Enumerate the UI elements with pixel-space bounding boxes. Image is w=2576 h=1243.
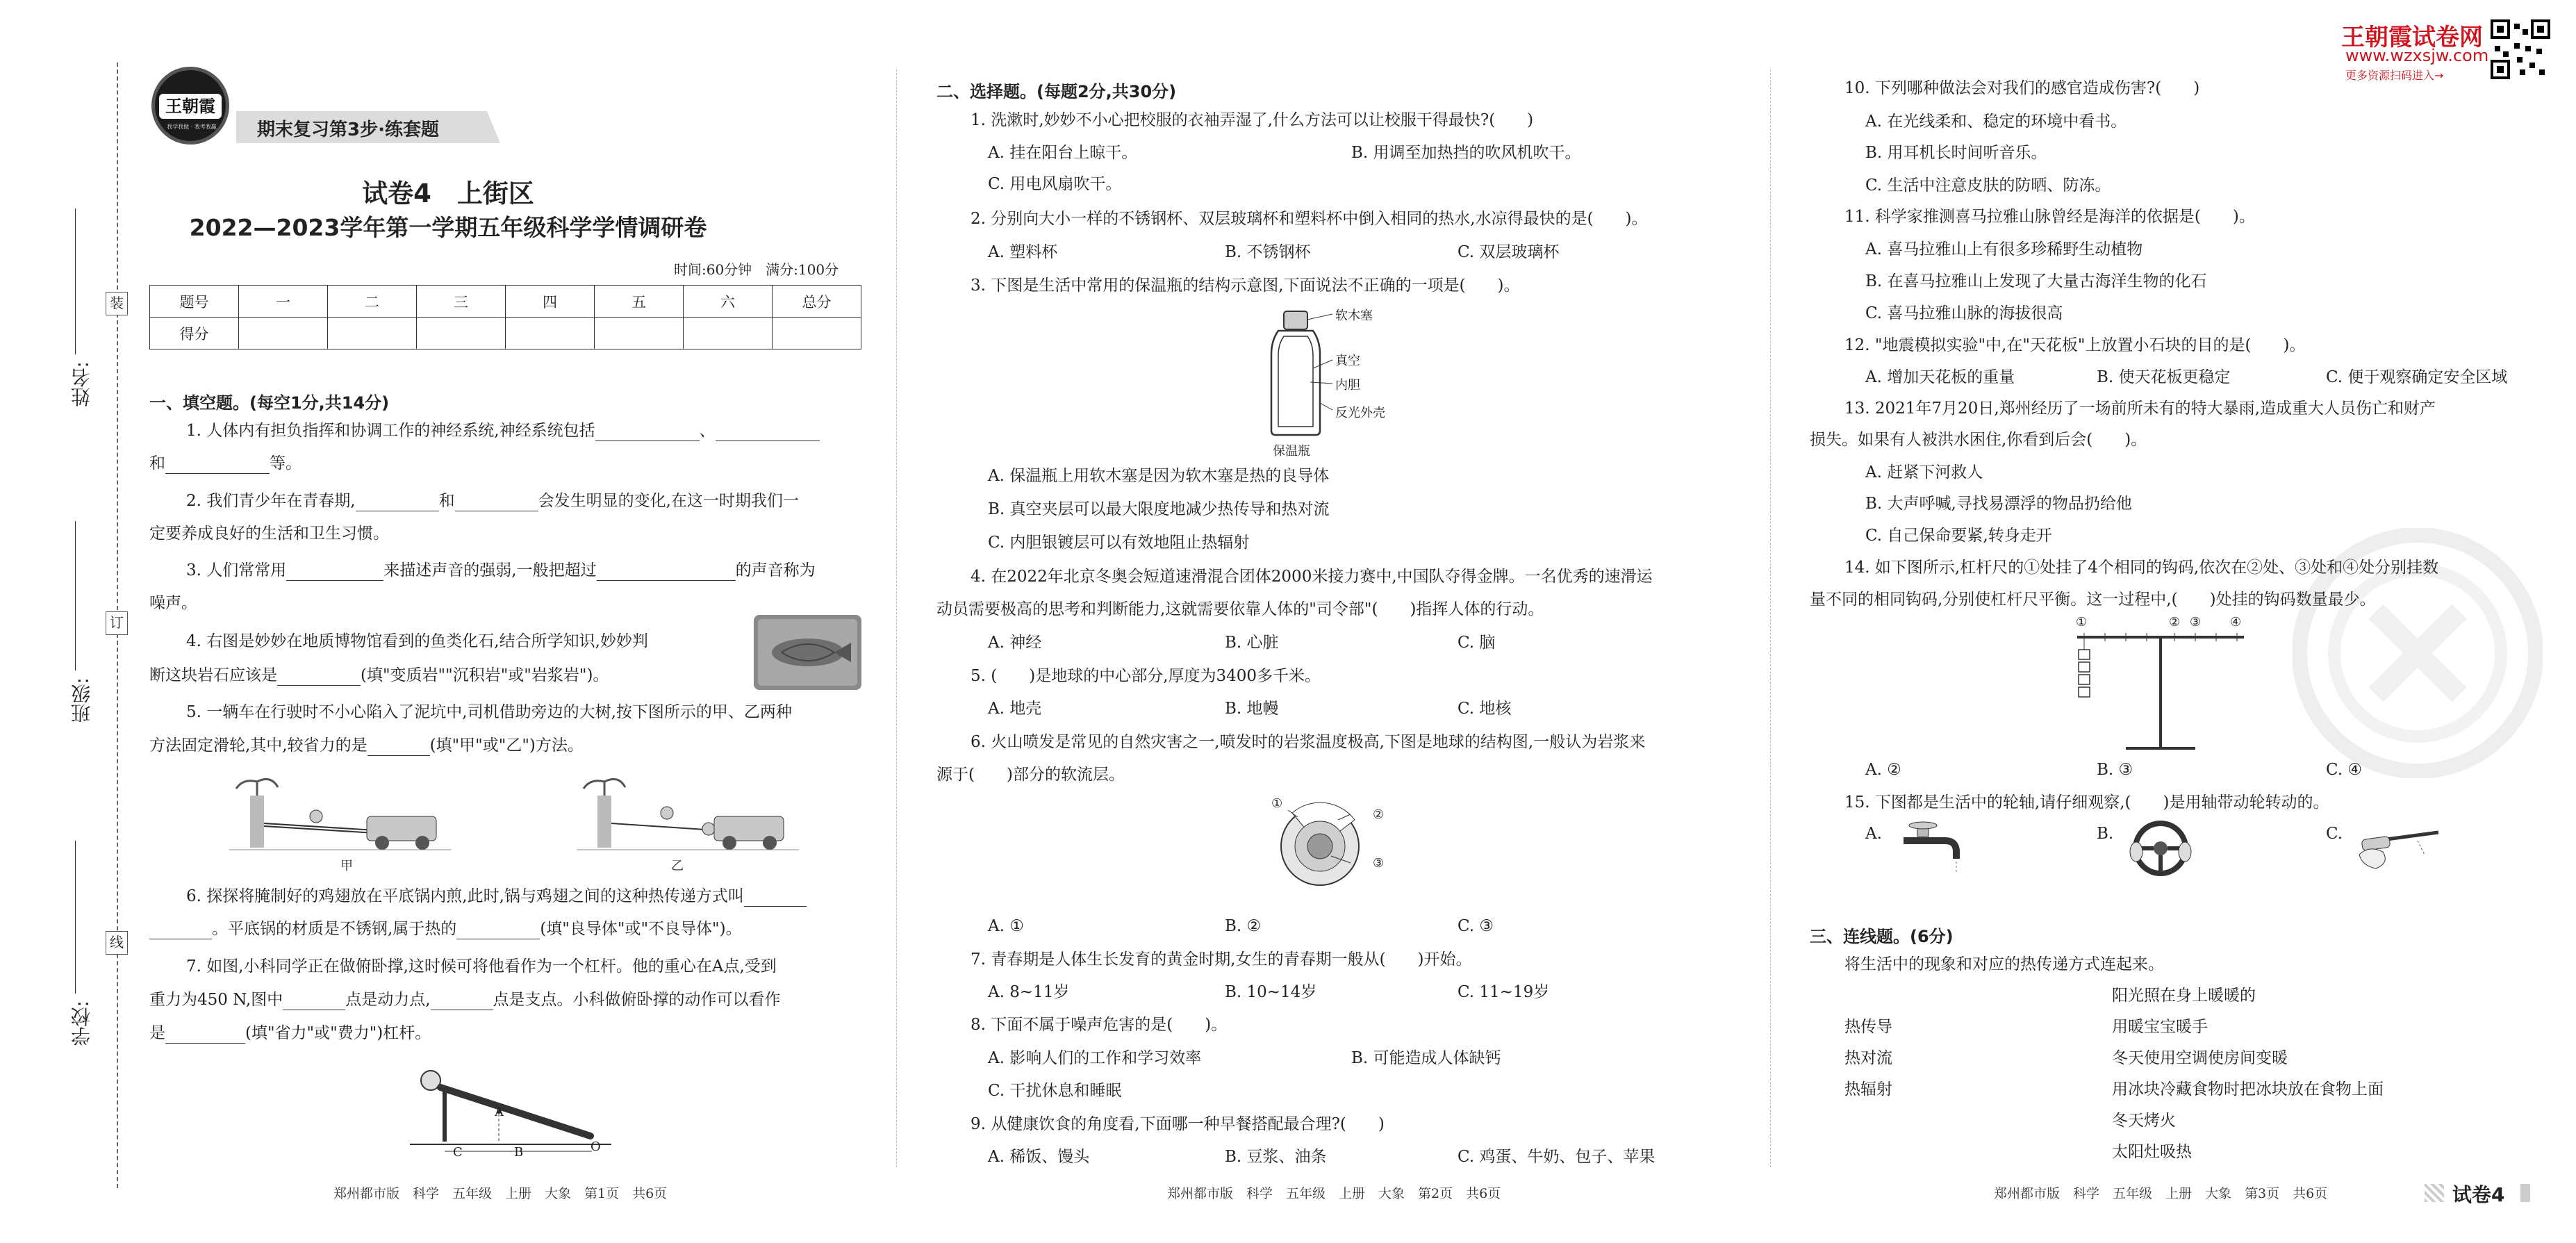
pushup-label-c: C xyxy=(453,1145,463,1160)
thermos-label-cork: 软木塞 xyxy=(1335,308,1373,323)
answer-blank[interactable] xyxy=(368,739,430,756)
option[interactable]: C. 11~19岁 xyxy=(1458,983,1550,1001)
option[interactable]: A. xyxy=(1865,825,1882,843)
table-cell: 题号 xyxy=(150,286,239,318)
score-cell[interactable] xyxy=(239,318,328,349)
lever-figure xyxy=(2070,622,2251,754)
paper-subtitle: 2022—2023学年第一学期五年级科学学情调研卷 xyxy=(189,214,707,241)
table-cell: 六 xyxy=(684,286,773,318)
option[interactable]: A. 塑料杯 xyxy=(988,243,1058,261)
question: 1. 人体内有担负指挥和协调工作的神经系统,神经系统包括 、 xyxy=(186,420,820,441)
question: 。平底锅的材质是不锈钢,属于热的 (填"良导体"或"不良导体")。 xyxy=(149,919,742,939)
answer-blank[interactable] xyxy=(597,564,736,581)
score-cell[interactable] xyxy=(595,318,684,349)
option[interactable]: B. 用耳机长时间听音乐。 xyxy=(1865,144,2047,162)
question: 定要养成良好的生活和卫生习惯。 xyxy=(149,525,389,543)
logo-text: 王朝霞 xyxy=(159,94,222,119)
table-cell: 五 xyxy=(595,286,684,318)
score-cell[interactable] xyxy=(506,318,595,349)
thermos-figure xyxy=(1264,306,1334,438)
score-cell[interactable] xyxy=(417,318,506,349)
option[interactable]: C. ④ xyxy=(2326,761,2363,779)
question: 4. 在2022年北京冬奥会短道速滑混合团体2000米接力赛中,中国队夺得金牌。一名优秀的速滑运 xyxy=(971,568,1653,586)
pulley-figure-jia xyxy=(229,775,452,855)
page-footer: 郑州都市版 科学 五年级 上册 大象 第2页 共6页 xyxy=(1167,1186,1501,1201)
option[interactable]: A. 稀饭、馒头 xyxy=(988,1148,1090,1166)
question: 源于( )部分的软流层。 xyxy=(936,766,1125,784)
table-cell: 一 xyxy=(239,286,328,318)
earth-label-2: ② xyxy=(1373,807,1385,822)
question: 14. 如下图所示,杠杆尺的①处挂了4个相同的钩码,依次在②处、③处和④处分别挂数 xyxy=(1844,559,2439,577)
answer-blank[interactable] xyxy=(716,425,820,441)
page-footer: 郑州都市版 科学 五年级 上册 大象 第3页 共6页 xyxy=(1994,1186,2328,1201)
figure-label-yi: 乙 xyxy=(671,859,684,873)
question: 方法固定滑轮,其中,较省力的是 (填"甲"或"乙")方法。 xyxy=(149,736,584,755)
option[interactable]: C. 鸡蛋、牛奶、包子、苹果 xyxy=(1458,1148,1656,1166)
logo-subtext: 我学我做 · 我考我赢 xyxy=(167,124,217,130)
footer-decoration xyxy=(2520,1184,2530,1202)
answer-blank[interactable] xyxy=(455,495,538,511)
question: 是 (填"省力"或"费力")杠杆。 xyxy=(149,1024,431,1042)
option[interactable]: C. 生活中注意皮肤的防晒、防冻。 xyxy=(1865,176,2111,195)
question: 2. 我们青少年在青春期, 和 会发生明显的变化,在这一时期我们一 xyxy=(186,492,799,510)
question: 重力为450 N,图中 点是动力点, 点是支点。小科做俯卧撑的动作可以看作 xyxy=(149,991,781,1009)
option[interactable]: A. ② xyxy=(1865,761,1901,779)
thermos-label-liner: 内胆 xyxy=(1335,378,1360,393)
option[interactable]: C. 干扰休息和睡眠 xyxy=(988,1082,1122,1100)
page-divider xyxy=(1770,69,1771,1167)
instruction: 将生活中的现象和对应的热传递方式连起来。 xyxy=(1844,955,2164,973)
class-field-line[interactable] xyxy=(75,521,76,670)
figure-label-jia: 甲 xyxy=(340,859,353,873)
lever-label-1: ① xyxy=(2076,615,2088,629)
option[interactable]: C. 内胆银镀层可以有效地阻止热辐射 xyxy=(988,534,1250,552)
score-cell[interactable] xyxy=(773,318,861,349)
option[interactable]: A. 保温瓶上用软木塞是因为软木塞是热的良导体 xyxy=(988,467,1330,485)
option[interactable]: B. 真空夹层可以最大限度地减少热传导和热对流 xyxy=(988,500,1330,518)
option[interactable]: A. 喜马拉雅山上有很多珍稀野生动植物 xyxy=(1865,240,2143,258)
match-left-item[interactable]: 热对流 xyxy=(1844,1049,1892,1067)
earth-structure-figure xyxy=(1278,799,1369,889)
page-footer: 郑州都市版 科学 五年级 上册 大象 第1页 共6页 xyxy=(333,1186,668,1201)
option[interactable]: B. 大声呼喊,寻找易漂浮的物品扔给他 xyxy=(1865,495,2132,513)
match-left-item[interactable]: 热传导 xyxy=(1844,1018,1892,1036)
table-cell: 得分 xyxy=(150,318,239,349)
question: 1. 洗漱时,妙妙不小心把校服的衣袖弄湿了,什么方法可以让校服干得最快?( ) xyxy=(971,111,1534,129)
answer-blank[interactable] xyxy=(149,923,212,939)
question: 噪声。 xyxy=(149,594,197,612)
option[interactable]: B. 不锈钢杯 xyxy=(1225,243,1311,261)
option[interactable]: A. 8~11岁 xyxy=(988,983,1070,1001)
question: 7. 如图,小科同学正在做俯卧撑,这时候可将他看作为一个杠杆。他的重心在A点,受到 xyxy=(186,957,777,976)
section-title: 二、选择题。(每题2分,共30分) xyxy=(936,82,1177,101)
option[interactable]: C. 双层玻璃杯 xyxy=(1458,243,1560,261)
question: 10. 下列哪种做法会对我们的感官造成伤害?( ) xyxy=(1844,79,2200,97)
question: 3. 人们常常用 来描述声音的强弱,一般把超过 的声音称为 xyxy=(186,561,816,579)
option[interactable]: B. 10~14岁 xyxy=(1225,983,1317,1001)
table-cell: 三 xyxy=(417,286,506,318)
steering-wheel-image xyxy=(2122,817,2199,880)
section-title: 一、填空题。(每空1分,共14分) xyxy=(149,393,390,413)
option[interactable]: B. ③ xyxy=(2097,761,2133,779)
binding-mark: 订 xyxy=(106,611,128,635)
earth-label-3: ③ xyxy=(1373,856,1385,871)
option[interactable]: B. 用调至加热挡的吹风机吹干。 xyxy=(1351,144,1581,162)
time-score: 时间:60分钟 满分:100分 xyxy=(674,261,839,278)
option[interactable]: C. 喜马拉雅山脉的海拔很高 xyxy=(1865,304,2063,322)
faucet-image xyxy=(1890,820,1966,875)
answer-blank[interactable] xyxy=(595,425,700,441)
option[interactable]: B. 可能造成人体缺钙 xyxy=(1351,1049,1501,1067)
answer-blank[interactable] xyxy=(165,1027,245,1044)
option[interactable]: A. 在光线柔和、稳定的环境中看书。 xyxy=(1865,113,2127,131)
lever-label-4: ④ xyxy=(2230,615,2242,629)
screwdriver-image xyxy=(2355,820,2445,875)
answer-blank[interactable] xyxy=(431,994,493,1010)
question: 7. 青春期是人体生长发育的黄金时期,女生的青春期一般从( )开始。 xyxy=(971,950,1472,969)
question: 11. 科学家推测喜马拉雅山脉曾经是海洋的依据是( )。 xyxy=(1844,208,2255,226)
footer-decoration xyxy=(2425,1184,2444,1202)
score-cell[interactable] xyxy=(684,318,773,349)
answer-blank[interactable] xyxy=(456,923,540,939)
option[interactable]: B. 心脏 xyxy=(1225,634,1279,652)
option[interactable]: C. 便于观察确定安全区域 xyxy=(2326,368,2508,386)
binding-mark: 装 xyxy=(106,292,128,315)
brand-url: www.wzxsjw.com xyxy=(2345,46,2489,65)
answer-blank[interactable] xyxy=(286,564,383,581)
table-cell: 二 xyxy=(328,286,417,318)
match-right-item[interactable]: 阳光照在身上暖暖的 xyxy=(2112,987,2256,1005)
match-right-item[interactable]: 用暖宝宝暖手 xyxy=(2112,1018,2208,1036)
question: 6. 探探将腌制好的鸡翅放在平底锅内煎,此时,锅与鸡翅之间的这种热传递方式叫 xyxy=(186,886,807,907)
section-title: 三、连线题。(6分) xyxy=(1810,927,1954,946)
paper-title: 试卷4 上街区 xyxy=(362,179,534,208)
thermos-caption: 保温瓶 xyxy=(1273,444,1310,459)
question: 5. 一辆车在行驶时不小心陷入了泥坑中,司机借助旁边的大树,按下图所示的甲、乙两种 xyxy=(186,703,792,721)
lever-label-2: ② xyxy=(2169,615,2181,629)
question: 8. 下面不属于噪声危害的是( )。 xyxy=(971,1016,1228,1034)
answer-blank[interactable] xyxy=(744,890,807,907)
class-field-label: 班级: xyxy=(70,677,93,723)
question: 动员需要极高的思考和判断能力,这就需要依靠人体的"司令部"( )指挥人体的行动。 xyxy=(936,600,1544,618)
score-table-row xyxy=(150,318,861,349)
pushup-figure xyxy=(410,1060,611,1164)
thermos-label-shell: 反光外壳 xyxy=(1335,406,1385,420)
school-field-line[interactable] xyxy=(75,841,76,994)
option[interactable]: A. 地壳 xyxy=(988,700,1042,718)
pulley-figure-yi xyxy=(577,775,799,855)
fish-fossil-image xyxy=(754,615,861,690)
question: 和 等。 xyxy=(149,454,302,472)
table-cell: 四 xyxy=(506,286,595,318)
question: 3. 下图是生活中常用的保温瓶的结构示意图,下面说法不正确的一项是( )。 xyxy=(971,277,1520,295)
option[interactable]: C. 用电风扇吹干。 xyxy=(988,175,1122,193)
answer-blank[interactable] xyxy=(277,669,361,686)
option[interactable]: C. ③ xyxy=(1458,917,1494,935)
question: 4. 右图是妙妙在地质博物馆看到的鱼类化石,结合所学知识,妙妙判 xyxy=(186,632,648,650)
match-right-item[interactable]: 用冰块冷藏食物时把冰块放在食物上面 xyxy=(2112,1080,2384,1098)
qr-code-icon[interactable] xyxy=(2491,19,2550,79)
question: 13. 2021年7月20日,郑州经历了一场前所未有的特大暴雨,造成重大人员伤亡和财产 xyxy=(1844,400,2436,418)
name-field-label: 姓名: xyxy=(70,361,93,407)
question: 15. 下图都是生活中的轮轴,请仔细观察,( )是用轴带动轮转动的。 xyxy=(1844,793,2329,812)
thermos-label-vacuum: 真空 xyxy=(1335,354,1360,368)
question: 5. ( )是地球的中心部分,厚度为3400多千米。 xyxy=(971,667,1321,685)
school-field-label: 学校: xyxy=(70,1001,93,1046)
option[interactable]: A. 增加天花板的重量 xyxy=(1865,368,2015,386)
question: 断这块岩石应该是 (填"变质岩""沉积岩"或"岩浆岩")。 xyxy=(149,666,609,684)
option[interactable]: A. 影响人们的工作和学习效率 xyxy=(988,1049,1202,1067)
score-table xyxy=(149,285,861,349)
option[interactable]: B. 地幔 xyxy=(1225,700,1279,718)
pushup-label-b: B xyxy=(514,1145,524,1160)
pushup-label-a: A xyxy=(495,1105,504,1119)
option[interactable]: C. 脑 xyxy=(1458,634,1496,652)
pushup-label-o: O xyxy=(591,1139,601,1154)
answer-blank[interactable] xyxy=(165,457,270,474)
page-divider xyxy=(896,69,897,1167)
question: 损失。如果有人被洪水困住,你看到后会( )。 xyxy=(1810,431,2147,449)
brand-name: 王朝霞试卷网 xyxy=(2341,24,2483,51)
paper-tag: 试卷4 xyxy=(2452,1183,2505,1206)
option[interactable]: B. 在喜马拉雅山上发现了大量古海洋生物的化石 xyxy=(1865,272,2207,290)
brand-note: 更多资源扫码进入→ xyxy=(2345,69,2444,82)
match-left-item[interactable]: 热辐射 xyxy=(1844,1080,1892,1098)
match-right-item[interactable]: 冬天使用空调使房间变暖 xyxy=(2112,1049,2288,1067)
question: 6. 火山喷发是常见的自然灾害之一,喷发时的岩浆温度极高,下图是地球的结构图,一般认为岩浆来 xyxy=(971,733,1646,751)
option[interactable]: A. ① xyxy=(988,917,1024,935)
answer-blank[interactable] xyxy=(356,495,439,511)
option[interactable]: B. xyxy=(2097,825,2114,843)
match-right-item[interactable]: 冬天烤火 xyxy=(2112,1112,2176,1130)
earth-label-1: ① xyxy=(1271,796,1283,811)
option[interactable]: A. 神经 xyxy=(988,634,1042,652)
step-badge-text: 期末复习第3步·练套题 xyxy=(257,120,439,140)
answer-blank[interactable] xyxy=(283,994,345,1010)
option[interactable]: C. xyxy=(2326,825,2343,843)
option[interactable]: C. 自己保命要紧,转身走开 xyxy=(1865,527,2052,545)
option[interactable]: A. 赶紧下河救人 xyxy=(1865,463,1983,481)
match-right-item[interactable]: 太阳灶吸热 xyxy=(2112,1143,2192,1161)
question: 2. 分别向大小一样的不锈钢杯、双层玻璃杯和塑料杯中倒入相同的热水,水凉得最快的是( )。 xyxy=(971,210,1648,228)
score-cell[interactable] xyxy=(328,318,417,349)
score-table-header xyxy=(150,286,861,318)
binding-mark: 线 xyxy=(106,931,128,955)
question: 9. 从健康饮食的角度看,下面哪一种早餐搭配最合理?( ) xyxy=(971,1115,1385,1133)
option[interactable]: B. 豆浆、油条 xyxy=(1225,1148,1327,1166)
option[interactable]: A. 挂在阳台上晾干。 xyxy=(988,144,1138,162)
option[interactable]: C. 地核 xyxy=(1458,700,1512,718)
question: 12. "地震模拟实验"中,在"天花板"上放置小石块的目的是( )。 xyxy=(1844,336,2306,354)
lever-label-3: ③ xyxy=(2190,615,2202,629)
option[interactable]: B. 使天花板更稳定 xyxy=(2097,368,2231,386)
option[interactable]: B. ② xyxy=(1225,917,1262,935)
logo xyxy=(151,67,229,145)
table-cell: 总分 xyxy=(773,286,861,318)
question: 量不同的相同钩码,分别使杠杆尺平衡。这一过程中,( )处挂的钩码数量最少。 xyxy=(1810,591,2376,609)
